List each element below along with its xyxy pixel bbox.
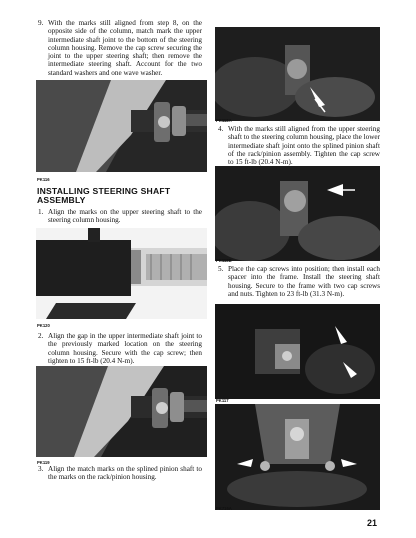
intermediate-joint-photo <box>36 366 207 457</box>
step-1-number: 1. <box>38 208 44 216</box>
photo-caption-pk116: PK116 <box>37 177 50 182</box>
photo-caption-pk117: PK117 <box>216 398 229 403</box>
photo-intermediate-shaft-joint <box>36 366 207 457</box>
step-5-text: Place the cap screws into position; then install each spacer into the frame. Install the steering shaft housing. Secure to the frame with two cap screws and nuts. Tighten to 23 ft-lb (31.3 N-m). <box>228 265 380 298</box>
photo-caption-pk119: PK119 <box>37 460 50 465</box>
step-2-text: Align the gap in the upper intermediate shaft joint to the previously marked location on the steering column housing. Secure with the cap screw; then tighten to 15 ft-lb (20.4 N-m). <box>48 332 202 365</box>
section-heading: INSTALLING STEERING SHAFT ASSEMBLY <box>37 186 171 206</box>
step-9-text: With the marks still aligned from step 8, on the opposite side of the column, match mark the upper intermediate shaft joint to the bottom of the steering column housing. Remove the cap screw securing the joint to the upper steering shaft; then remove the intermediate steering shaft. Account for the two standard washers and one wave washer. <box>48 19 202 77</box>
photo-cap-screws-spacers <box>215 404 380 510</box>
step-3-number: 3. <box>38 465 44 473</box>
step-4-text: With the marks still aligned from the upper steering shaft to the steering column housing, place the lower intermediate shaft joint onto the splined pinion shaft of the rack/pinion assembly. Tighten the cap screw to 15 ft-lb (20.4 N-m). <box>228 125 380 167</box>
photo-rack-pinion-marks <box>215 27 380 121</box>
step-5-number: 5. <box>218 265 224 273</box>
step-1-text: Align the marks on the upper steering shaft to the steering column housing. <box>48 208 202 225</box>
steering-shaft-photo <box>36 228 207 319</box>
photo-caption-pk118a: PK118A <box>216 118 232 123</box>
photo-upper-joint-removal <box>36 80 207 172</box>
lower-joint-photo <box>215 166 380 261</box>
photo-upper-steering-shaft <box>36 228 207 319</box>
photo-lower-joint-installed <box>215 166 380 261</box>
step-3-text: Align the match marks on the splined pinion shaft to the marks on the rack/pinion housing. <box>48 465 202 482</box>
photo-steering-shaft-housing <box>215 304 380 399</box>
step-2-number: 2. <box>38 332 44 340</box>
photo-caption-pk716a: PK716A <box>216 506 232 511</box>
housing-photo <box>215 304 380 399</box>
page-number: 21 <box>367 518 378 528</box>
photo-caption-pk118b: PK118B <box>216 258 232 263</box>
rack-pinion-photo <box>215 27 380 121</box>
cap-screws-photo <box>215 404 380 510</box>
step-4-number: 4. <box>218 125 224 133</box>
photo-caption-pk120: PK120 <box>37 323 50 328</box>
steering-joint-photo <box>36 80 207 172</box>
step-9-number: 9. <box>38 19 44 27</box>
